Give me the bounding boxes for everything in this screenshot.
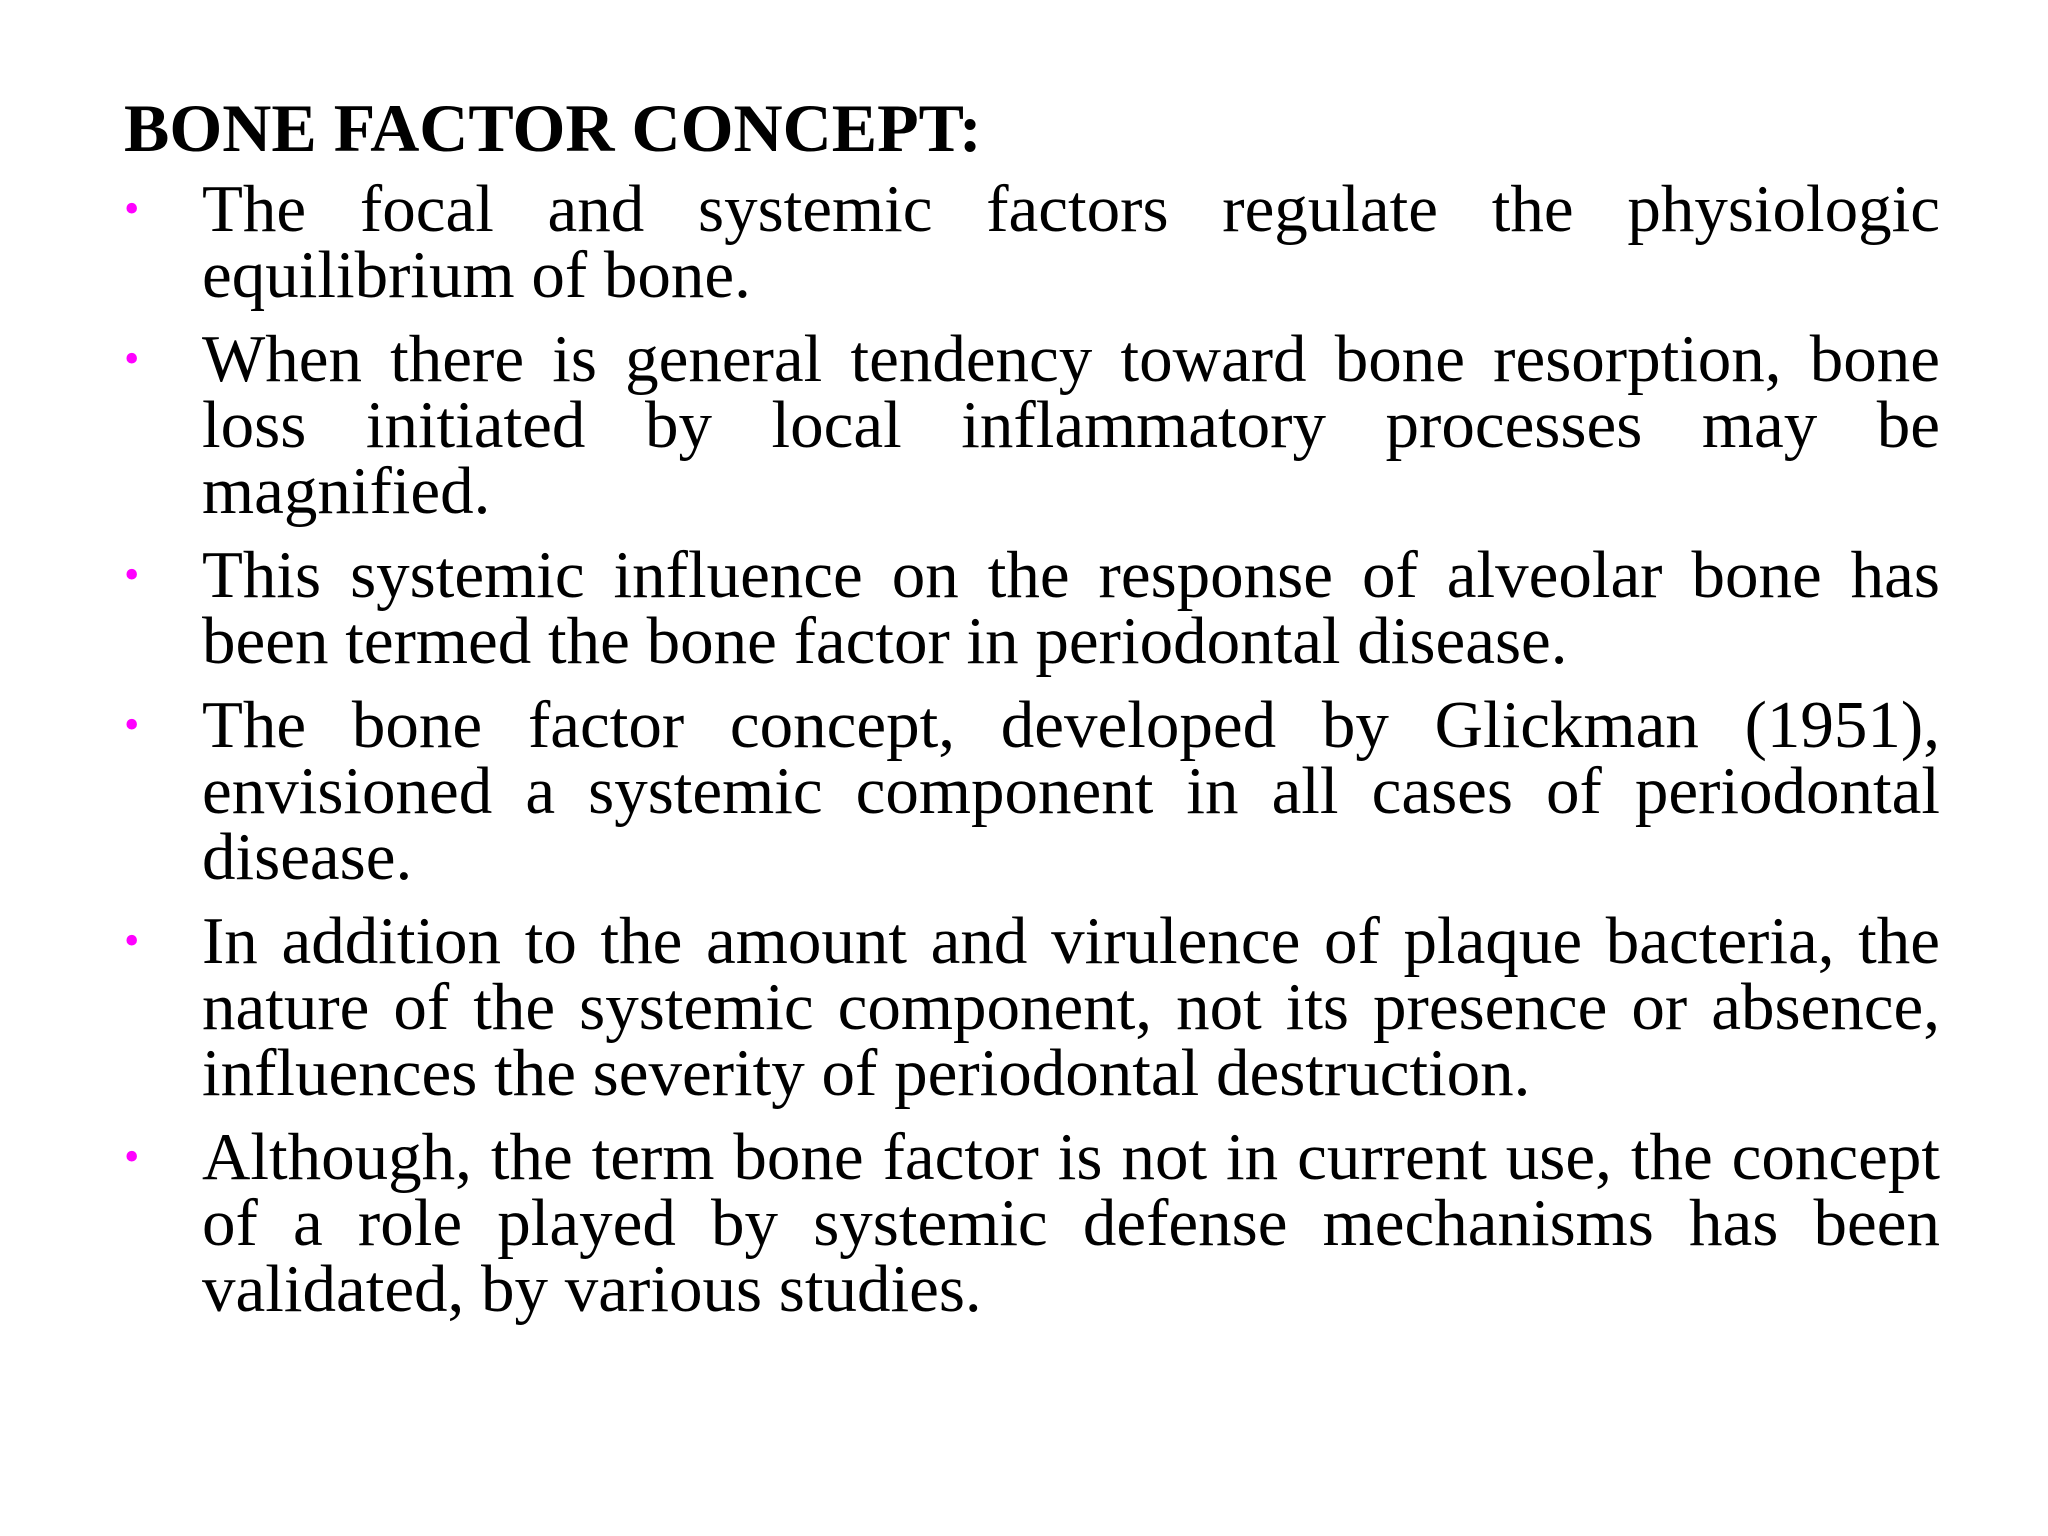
bullet-item (124, 538, 1940, 678)
bullet-text: When there is general tendency toward bone resorption, bone loss initiated by local inflammatory processes may be magnified. (202, 322, 1940, 528)
bullet-item (124, 904, 1940, 1110)
bullet-item (124, 322, 1940, 528)
bullet-text: In addition to the amount and virulence of plaque bacteria, the nature of the systemic component, not its presence or absence, influences the severity of periodontal destruction. (202, 904, 1940, 1110)
bullet-icon: • (124, 916, 140, 965)
slide-title: BONE FACTOR CONCEPT: (124, 90, 982, 166)
bullet-text: The focal and systemic factors regulate the physiologic equilibrium of bone. (202, 172, 1940, 312)
bullet-item (124, 172, 1940, 312)
bullet-icon: • (124, 1132, 140, 1181)
bullet-item (124, 1120, 1940, 1326)
bullet-icon: • (124, 550, 140, 599)
bullet-list (124, 172, 1940, 1340)
bullet-item (124, 688, 1940, 894)
bullet-text: This systemic influence on the response of alveolar bone has been termed the bone factor in periodontal disease. (202, 538, 1940, 678)
bullet-icon: • (124, 184, 140, 233)
bullet-icon: • (124, 334, 140, 383)
bullet-text: The bone factor concept, developed by Glickman (1951), envisioned a systemic component in all cases of periodontal disease. (202, 688, 1940, 894)
bullet-text: Although, the term bone factor is not in current use, the concept of a role played by systemic defense mechanisms has been validated, by various studies. (202, 1120, 1940, 1326)
bullet-icon: • (124, 700, 140, 749)
